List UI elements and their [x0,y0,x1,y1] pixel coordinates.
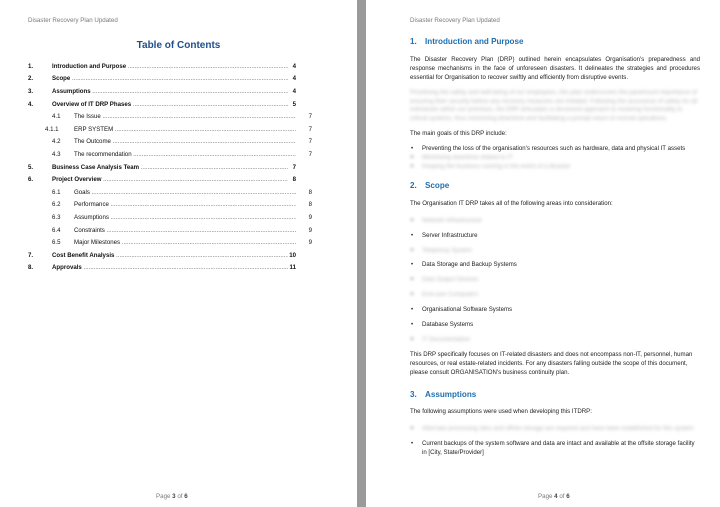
footer-separator: of [175,493,185,500]
list-item: • IT Documentation [410,336,700,345]
section-title: Introduction and Purpose [425,37,524,46]
toc-entry-page: 10 [289,251,296,259]
toc-entry-label: The recommendation ..... [74,151,296,158]
toc-entry[interactable] [28,110,312,123]
goals-list [410,145,700,172]
toc-entry-number: 4. [28,100,34,108]
toc-entry-page: 7 [308,138,312,146]
footer-prefix: Page [538,493,555,500]
list-item: • Keeping the business running in the event of a disaster [410,163,700,172]
scope-closing: This DRP specifically focuses on IT-related disasters and does not encompass non-IT, personnel, human resources, or real estate-related incidents. For any disasters falling outside the scope of this document, please consult ORGANISATION's business continuity plan. [410,350,693,376]
list-item: • Current backups of the system software and data are intact and available at the offsite storage facility in [City, State/Provider] [410,440,700,458]
toc-entry-page: 7 [308,125,312,133]
document-page-3 [0,0,357,507]
assumptions-intro: The following assumptions were used when developing this ITDRP: [410,408,592,416]
toc-entry-page: 7 [308,113,312,121]
list-item: • Minimising downtime related to IT [410,154,700,163]
list-item: • Server Infrastructure [410,232,700,241]
section-title: Scope [425,180,450,190]
toc-entry-label: Cost Benefit Analysis ..... [52,252,288,259]
list-item: • Data Output Devices [410,276,700,285]
toc-entry-page: 8 [292,176,296,184]
toc-entry-number: 6. [28,176,34,184]
toc-entry-number: 5. [28,163,34,171]
toc-entry[interactable] [28,98,296,111]
toc-entry-label: Approvals ..... [52,264,288,271]
toc-entry[interactable] [28,123,312,136]
toc-entry-label: Scope ..... [52,75,288,82]
toc-entry-page: 9 [308,226,312,234]
list-item: • Organisational Software Systems [410,306,700,315]
toc-entry[interactable] [28,236,312,249]
toc-entry[interactable] [28,262,296,275]
toc-entry[interactable] [28,186,312,199]
list-item: • Network Infrastructure [410,217,700,226]
page-header: Disaster Recovery Plan Updated [28,17,118,24]
page-content [410,38,700,464]
footer-total-pages: 6 [566,493,570,500]
toc-entry-page: 7 [292,163,296,171]
toc-entry[interactable] [28,224,312,237]
footer-current-page: 4 [554,493,558,500]
toc-entry-number: 6.2 [52,201,61,209]
section-title: Assumptions [425,389,477,399]
toc-entry-number: 6.3 [52,213,61,221]
toc-entry-page: 9 [308,213,312,221]
toc-entry-page: 8 [308,201,312,209]
toc-entry-number: 8. [28,264,34,272]
blurred-paragraph: Prioritising the safety and well-being of our employees, this plan underscores the paramount importance of ensuring their security before any recovery measures are initiated. Following the assurance of safety for all individuals within our premises, the DRP articulates a structured approach to restoring functionality to critical systems, thus minimising downtime and facilitating a prompt return to normal operations. [410,88,698,123]
toc-entry-page: 9 [308,239,312,247]
toc-entry-number: 4.1 [52,113,61,121]
toc-entry-number: 6.1 [52,188,61,196]
toc-entry[interactable] [28,148,312,161]
footer-total-pages: 6 [184,493,188,500]
toc-entry-label: Performance ..... [74,201,296,208]
list-item: • Data Storage and Backup Systems [410,261,700,270]
toc-entry-label: Assumptions ..... [74,214,296,221]
toc-entry[interactable] [28,85,296,98]
toc-entry-number: 4.3 [52,150,61,158]
goals-intro: The main goals of this DRP include: [410,130,507,138]
footer-prefix: Page [156,493,173,500]
assumptions-list [410,425,700,458]
toc-entry-number: 6.4 [52,226,61,234]
toc-entry[interactable] [28,161,296,174]
toc-entry-label: Goals ..... [74,189,296,196]
intro-paragraph: The Disaster Recovery Plan (DRP) outlined herein encapsulates Organisation's preparedness and response mechanisms in the face of unforeseen disasters. It delineates the strategies and procedures essential for Organisation to recover swiftly and efficiently from disruptive events. [410,55,700,81]
toc-entry-page: 8 [308,188,312,196]
page-footer [156,493,188,500]
toc-entry-label: ERP SYSTEM ..... [74,126,296,133]
page-header: Disaster Recovery Plan Updated [410,17,500,24]
page-footer [538,493,570,500]
scope-list [410,217,700,345]
toc-entry-page: 4 [292,87,296,95]
table-of-contents [28,60,312,274]
toc-entry-page: 4 [292,75,296,83]
section-heading-assumptions [410,391,700,400]
section-heading-introduction [410,38,700,47]
toc-entry-number: 2. [28,75,34,83]
toc-entry-page: 11 [289,264,296,272]
toc-title: Table of Contents [136,40,221,51]
toc-entry-label: The Issue ..... [74,113,296,120]
toc-entry[interactable] [28,173,296,186]
toc-entry-page: 5 [292,100,296,108]
toc-entry-label: Introduction and Purpose ..... [52,63,288,70]
toc-entry-page: 7 [308,150,312,158]
toc-entry-number: 1. [28,62,34,70]
section-number: 3. [410,389,417,399]
toc-entry-label: Constraints ..... [74,227,296,234]
section-heading-scope [410,182,700,191]
list-item: • Preventing the loss of the organisation's resources such as hardware, data and physical IT assets [410,145,700,154]
scope-intro: The Organisation IT DRP takes all of the following areas into consideration: [410,199,613,207]
toc-entry-number: 7. [28,251,34,259]
toc-entry-number: 4.1.1 [45,125,59,133]
toc-entry-label: Major Milestones ..... [74,239,296,246]
toc-entry-number: 6.5 [52,239,61,247]
toc-entry[interactable] [28,136,312,149]
section-number: 2. [410,180,417,190]
document-page-4 [366,0,720,507]
toc-entry-number: 4.2 [52,138,61,146]
list-item: • Telephony System [410,247,700,256]
toc-entry-label: The Outcome ..... [74,138,296,145]
toc-entry[interactable] [28,211,312,224]
toc-entry-label: Overview of IT DRP Phases ..... [52,101,288,108]
toc-entry-label: Business Case Analysis Team ..... [52,164,288,171]
toc-entry[interactable] [28,60,296,73]
toc-entry[interactable] [28,73,296,86]
toc-entry-label: Project Overview ..... [52,176,288,183]
toc-entry-label: Assumptions ..... [52,88,288,95]
toc-entry-number: 3. [28,87,34,95]
list-item: • End-user Computers [410,291,700,300]
list-item: • Alternate processing sites and offsite storage are required and have been established for this system [410,425,700,434]
toc-entry[interactable] [28,249,296,262]
section-number: 1. [410,37,417,46]
toc-entry[interactable] [28,199,312,212]
footer-separator: of [557,493,567,500]
toc-entry-page: 4 [292,62,296,70]
footer-current-page: 3 [172,493,176,500]
list-item: • Database Systems [410,321,700,330]
